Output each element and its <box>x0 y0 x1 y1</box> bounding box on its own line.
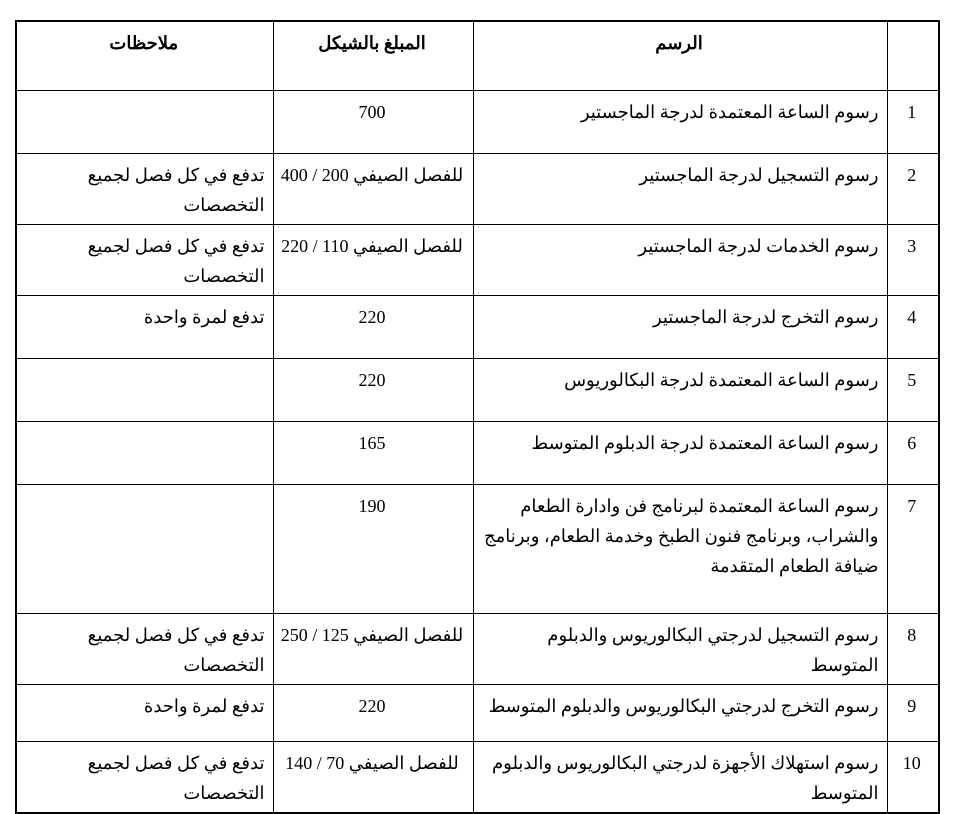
row-number-cell: 8 <box>887 614 939 685</box>
table-row <box>16 296 939 359</box>
table-header-row <box>16 21 939 91</box>
row-number-cell: 7 <box>887 485 939 614</box>
table-row <box>16 91 939 154</box>
notes-cell <box>16 91 273 154</box>
fees-table <box>15 20 940 814</box>
fee-cell: رسوم التسجيل لدرجتي البكالوريوس والدبلوم المتوسط <box>473 614 887 685</box>
row-number-cell: 9 <box>887 685 939 742</box>
row-number-cell: 2 <box>887 154 939 225</box>
fee-cell: رسوم الساعة المعتمدة لدرجة الماجستير <box>473 91 887 154</box>
fee-cell: رسوم استهلاك الأجهزة لدرجتي البكالوريوس والدبلوم المتوسط <box>473 742 887 814</box>
header-number-cell <box>887 21 939 91</box>
table-row <box>16 422 939 485</box>
header-notes-cell: ملاحظات <box>16 21 273 91</box>
table-row <box>16 225 939 296</box>
amount-cell: 220 <box>273 685 473 742</box>
notes-cell: تدفع في كل فصل لجميع التخصصات <box>16 614 273 685</box>
amount-cell: 700 <box>273 91 473 154</box>
fee-cell: رسوم الساعة المعتمدة لدرجة الدبلوم المتوسط <box>473 422 887 485</box>
fee-cell: رسوم التخرج لدرجتي البكالوريوس والدبلوم المتوسط <box>473 685 887 742</box>
fee-cell: رسوم التسجيل لدرجة الماجستير <box>473 154 887 225</box>
fee-cell: رسوم الساعة المعتمدة لبرنامج فن وادارة الطعام والشراب، وبرنامج فنون الطبخ وخدمة الطعام، وبرنامج ضيافة الطعام المتقدمة <box>473 485 887 614</box>
row-number-cell: 6 <box>887 422 939 485</box>
table-row <box>16 485 939 614</box>
notes-cell: تدفع في كل فصل لجميع التخصصات <box>16 154 273 225</box>
notes-cell <box>16 485 273 614</box>
notes-cell: تدفع في كل فصل لجميع التخصصات <box>16 225 273 296</box>
amount-cell: 220 / 110 للفصل الصيفي <box>273 225 473 296</box>
table-row <box>16 614 939 685</box>
table-row <box>16 685 939 742</box>
notes-cell: تدفع لمرة واحدة <box>16 296 273 359</box>
table-row <box>16 359 939 422</box>
amount-cell: 400 / 200 للفصل الصيفي <box>273 154 473 225</box>
row-number-cell: 5 <box>887 359 939 422</box>
row-number-cell: 10 <box>887 742 939 814</box>
amount-cell: 250 / 125 للفصل الصيفي <box>273 614 473 685</box>
amount-cell: 140 / 70 للفصل الصيفي <box>273 742 473 814</box>
amount-cell: 165 <box>273 422 473 485</box>
table-row <box>16 154 939 225</box>
amount-cell: 220 <box>273 359 473 422</box>
amount-cell: 190 <box>273 485 473 614</box>
table-row <box>16 742 939 814</box>
fee-cell: رسوم الساعة المعتمدة لدرجة البكالوريوس <box>473 359 887 422</box>
fee-cell: رسوم الخدمات لدرجة الماجستير <box>473 225 887 296</box>
row-number-cell: 1 <box>887 91 939 154</box>
amount-cell: 220 <box>273 296 473 359</box>
notes-cell <box>16 422 273 485</box>
notes-cell: تدفع في كل فصل لجميع التخصصات <box>16 742 273 814</box>
notes-cell: تدفع لمرة واحدة <box>16 685 273 742</box>
header-amount-cell: المبلغ بالشيكل <box>273 21 473 91</box>
header-fee-cell: الرسم <box>473 21 887 91</box>
notes-cell <box>16 359 273 422</box>
row-number-cell: 3 <box>887 225 939 296</box>
fee-cell: رسوم التخرج لدرجة الماجستير <box>473 296 887 359</box>
row-number-cell: 4 <box>887 296 939 359</box>
